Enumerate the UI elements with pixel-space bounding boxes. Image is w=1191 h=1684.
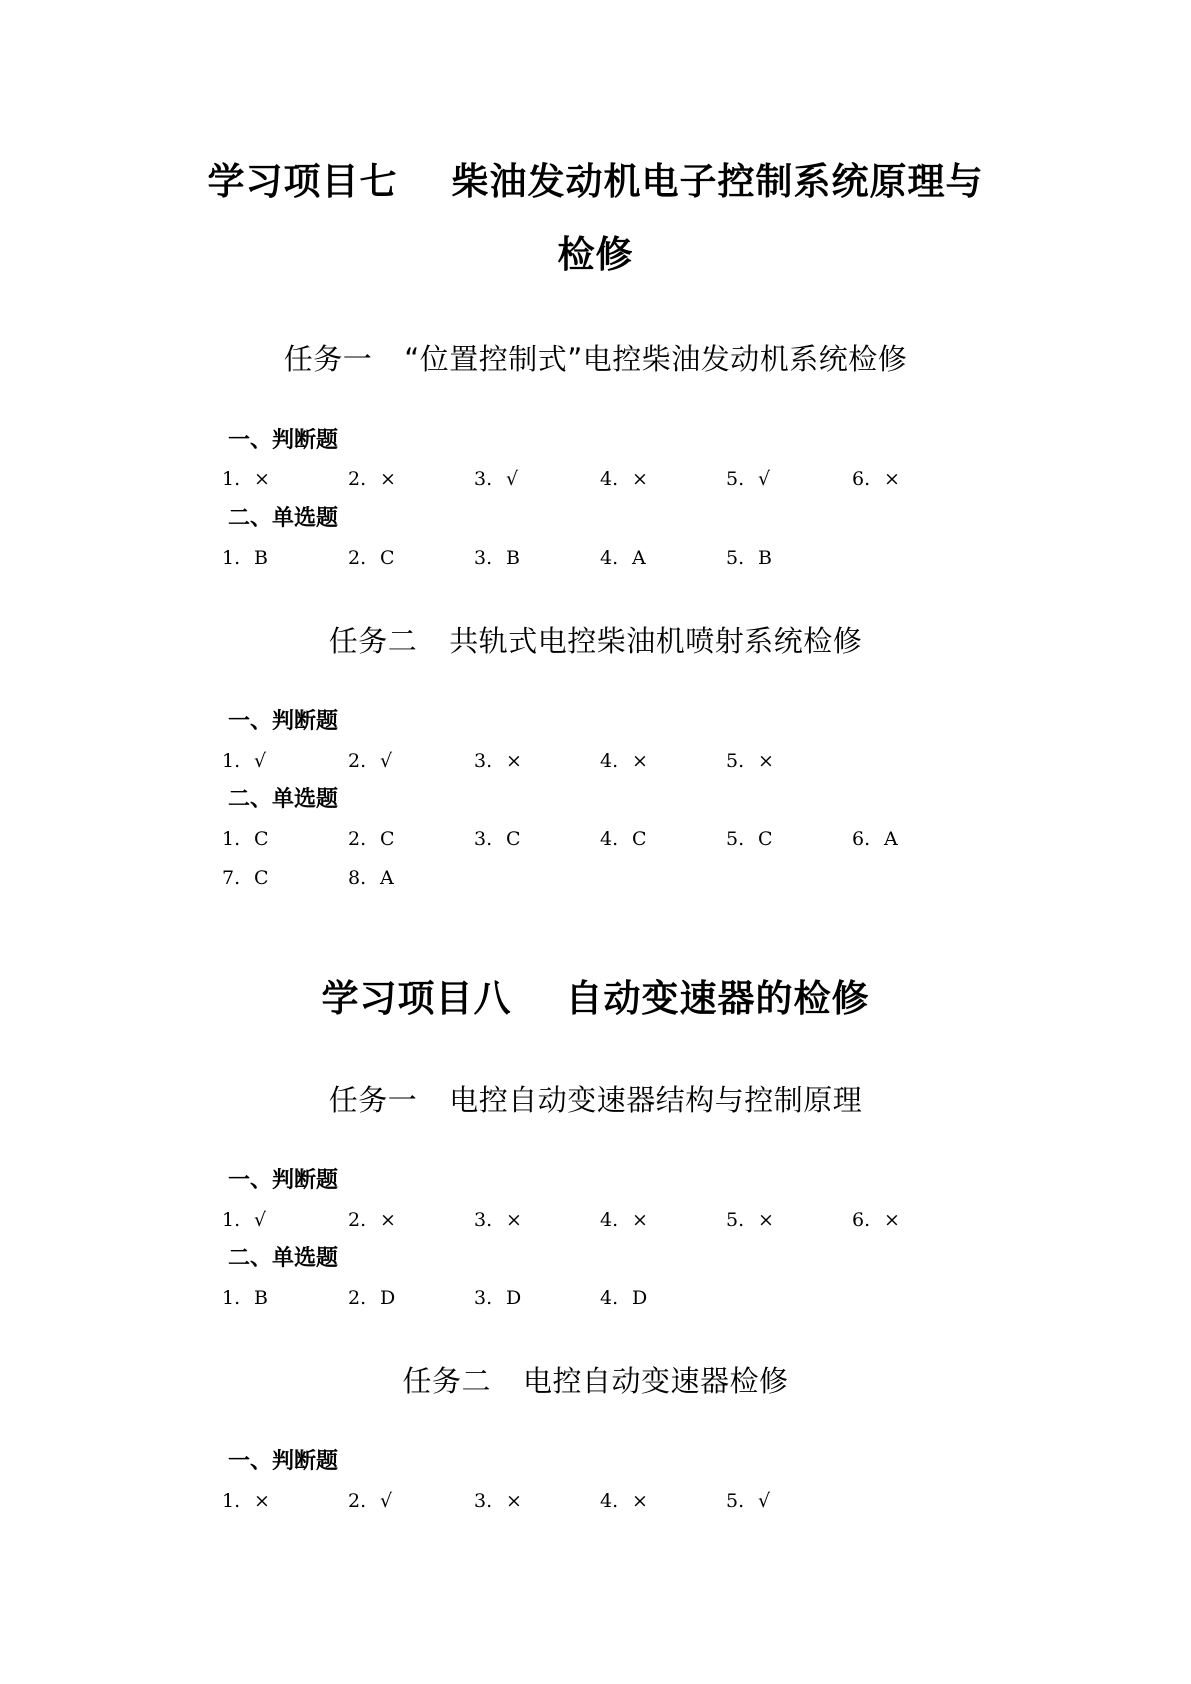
project-name: 自动变速器的检修	[565, 977, 870, 1020]
answer-row	[0, 1205, 1191, 1235]
answer-item	[600, 1283, 647, 1313]
question-number: 3.	[474, 1490, 493, 1512]
answer-value: C	[254, 828, 269, 850]
answer-item	[474, 1283, 521, 1313]
answer-value: A	[380, 867, 394, 889]
question-number: 4.	[600, 1490, 619, 1512]
answer-item	[222, 1205, 266, 1235]
question-number: 6.	[852, 1209, 871, 1231]
answer-value: C	[380, 547, 395, 569]
question-number: 5.	[726, 1490, 745, 1512]
answer-value: C	[254, 867, 269, 889]
question-number: 2.	[348, 750, 367, 772]
question-number: 2.	[348, 1209, 367, 1231]
answer-value: C	[632, 828, 647, 850]
answer-value: √	[506, 468, 519, 490]
answer-item	[348, 824, 395, 854]
answer-item	[474, 464, 518, 494]
answer-value: √	[758, 468, 771, 490]
task-name: 共轨式电控柴油机喷射系统检修	[449, 624, 863, 658]
answer-value: ×	[254, 1490, 270, 1512]
question-number: 5.	[726, 468, 745, 490]
answer-item	[474, 1205, 522, 1235]
answer-item	[474, 1486, 522, 1516]
question-number: 6.	[852, 828, 871, 850]
question-number: 2.	[348, 828, 367, 850]
answer-value: ×	[506, 1490, 522, 1512]
answer-value: C	[380, 828, 395, 850]
question-number: 2.	[348, 1287, 367, 1309]
question-number: 5.	[726, 547, 745, 569]
answer-value: ×	[254, 468, 270, 490]
answer-value: ×	[632, 1209, 648, 1231]
question-number: 4.	[600, 750, 619, 772]
task-title	[0, 340, 1191, 378]
question-number: 3.	[474, 828, 493, 850]
question-number: 7.	[222, 867, 241, 889]
answer-item	[852, 824, 898, 854]
answer-item	[222, 863, 269, 893]
section-label-single-choice: 二、单选题	[228, 506, 339, 531]
answer-item	[600, 464, 648, 494]
project-number: 学习项目八	[321, 977, 512, 1020]
answer-value: B	[254, 1287, 268, 1309]
section-label-true-false: 一、判断题	[228, 709, 339, 734]
question-number: 5.	[726, 750, 745, 772]
answer-item	[600, 1486, 648, 1516]
answer-item	[726, 543, 772, 573]
answer-value: √	[380, 750, 393, 772]
answer-item	[222, 1283, 268, 1313]
question-number: 1.	[222, 750, 241, 772]
question-number: 3.	[474, 750, 493, 772]
answer-value: √	[380, 1490, 393, 1512]
answer-item	[348, 863, 394, 893]
answer-item	[852, 1205, 900, 1235]
answer-value: ×	[380, 1209, 396, 1231]
answer-value: ×	[884, 1209, 900, 1231]
task-title	[0, 1081, 1191, 1119]
question-number: 1.	[222, 1287, 241, 1309]
answer-item	[348, 464, 396, 494]
answer-value: ×	[758, 750, 774, 772]
project-title	[0, 976, 1191, 1022]
task-number: 任务二	[402, 1364, 491, 1398]
answer-item	[726, 464, 770, 494]
answer-value: A	[884, 828, 898, 850]
task-name: 电控自动变速器检修	[523, 1364, 789, 1398]
question-number: 2.	[348, 547, 367, 569]
question-number: 8.	[348, 867, 367, 889]
question-number: 6.	[852, 468, 871, 490]
answer-item	[222, 543, 268, 573]
section-label-single-choice: 二、单选题	[228, 787, 339, 812]
answer-item	[348, 1205, 396, 1235]
question-number: 4.	[600, 1287, 619, 1309]
answer-value: ×	[632, 468, 648, 490]
answer-row	[0, 746, 1191, 776]
question-number: 2.	[348, 468, 367, 490]
answer-row	[0, 543, 1191, 573]
question-number: 4.	[600, 1209, 619, 1231]
task-name: “位置控制式”电控柴油发动机系统检修	[404, 342, 908, 376]
question-number: 5.	[726, 828, 745, 850]
answer-item	[474, 746, 522, 776]
answer-item	[600, 543, 646, 573]
answer-value: D	[632, 1287, 648, 1309]
question-number: 1.	[222, 1490, 241, 1512]
question-number: 1.	[222, 828, 241, 850]
answer-value: √	[254, 1209, 267, 1231]
task-name: 电控自动变速器结构与控制原理	[449, 1083, 863, 1117]
answer-value: B	[506, 547, 520, 569]
project-number: 学习项目七	[207, 160, 398, 203]
answer-item	[474, 824, 521, 854]
answer-value: D	[506, 1287, 522, 1309]
section-label-true-false: 一、判断题	[228, 428, 339, 453]
question-number: 4.	[600, 468, 619, 490]
answer-value: A	[632, 547, 646, 569]
answer-item	[600, 746, 648, 776]
answer-value: B	[254, 547, 268, 569]
answer-value: D	[380, 1287, 396, 1309]
answer-item	[348, 543, 395, 573]
question-number: 3.	[474, 1209, 493, 1231]
project-name-line2: 检修	[557, 233, 634, 276]
section-label-single-choice: 二、单选题	[228, 1246, 339, 1271]
answer-item	[222, 824, 269, 854]
answer-item	[348, 1283, 395, 1313]
answer-value: ×	[380, 468, 396, 490]
answer-item	[600, 824, 647, 854]
section-label-true-false: 一、判断题	[228, 1168, 339, 1193]
task-title	[0, 1362, 1191, 1400]
answer-row	[0, 824, 1191, 854]
question-number: 1.	[222, 1209, 241, 1231]
answer-item	[222, 1486, 270, 1516]
question-number: 1.	[222, 547, 241, 569]
question-number: 2.	[348, 1490, 367, 1512]
question-number: 3.	[474, 468, 493, 490]
task-number: 任务一	[328, 1083, 418, 1117]
answer-item	[726, 746, 774, 776]
answer-item	[474, 543, 520, 573]
answer-item	[600, 1205, 648, 1235]
answer-value: ×	[758, 1209, 774, 1231]
task-number: 任务二	[328, 624, 418, 658]
answer-value: ×	[632, 1490, 648, 1512]
answer-item	[852, 464, 900, 494]
section-label-true-false: 一、判断题	[228, 1449, 339, 1474]
answer-item	[726, 1205, 774, 1235]
answer-value: ×	[632, 750, 648, 772]
answer-row	[0, 1486, 1191, 1516]
answer-value: ×	[506, 750, 522, 772]
question-number: 3.	[474, 1287, 493, 1309]
question-number: 1.	[222, 468, 241, 490]
question-number: 4.	[600, 547, 619, 569]
answer-item	[348, 1486, 392, 1516]
project-name: 柴油发动机电子控制系统原理与	[451, 160, 984, 203]
answer-value: √	[254, 750, 267, 772]
answer-item	[222, 746, 266, 776]
answer-item	[726, 824, 773, 854]
answer-item	[222, 464, 270, 494]
question-number: 3.	[474, 547, 493, 569]
answer-value: B	[758, 547, 772, 569]
answer-item	[726, 1486, 770, 1516]
answer-row	[0, 464, 1191, 494]
project-title-continued	[0, 232, 1191, 278]
answer-value: √	[758, 1490, 771, 1512]
answer-item	[348, 746, 392, 776]
answer-value: ×	[506, 1209, 522, 1231]
answer-row	[0, 1283, 1191, 1313]
question-number: 4.	[600, 828, 619, 850]
project-title	[0, 159, 1191, 205]
answer-value: ×	[884, 468, 900, 490]
task-number: 任务一	[283, 342, 373, 376]
question-number: 5.	[726, 1209, 745, 1231]
task-title	[0, 622, 1191, 660]
answer-value: C	[758, 828, 773, 850]
answer-value: C	[506, 828, 521, 850]
answer-row	[0, 863, 1191, 893]
